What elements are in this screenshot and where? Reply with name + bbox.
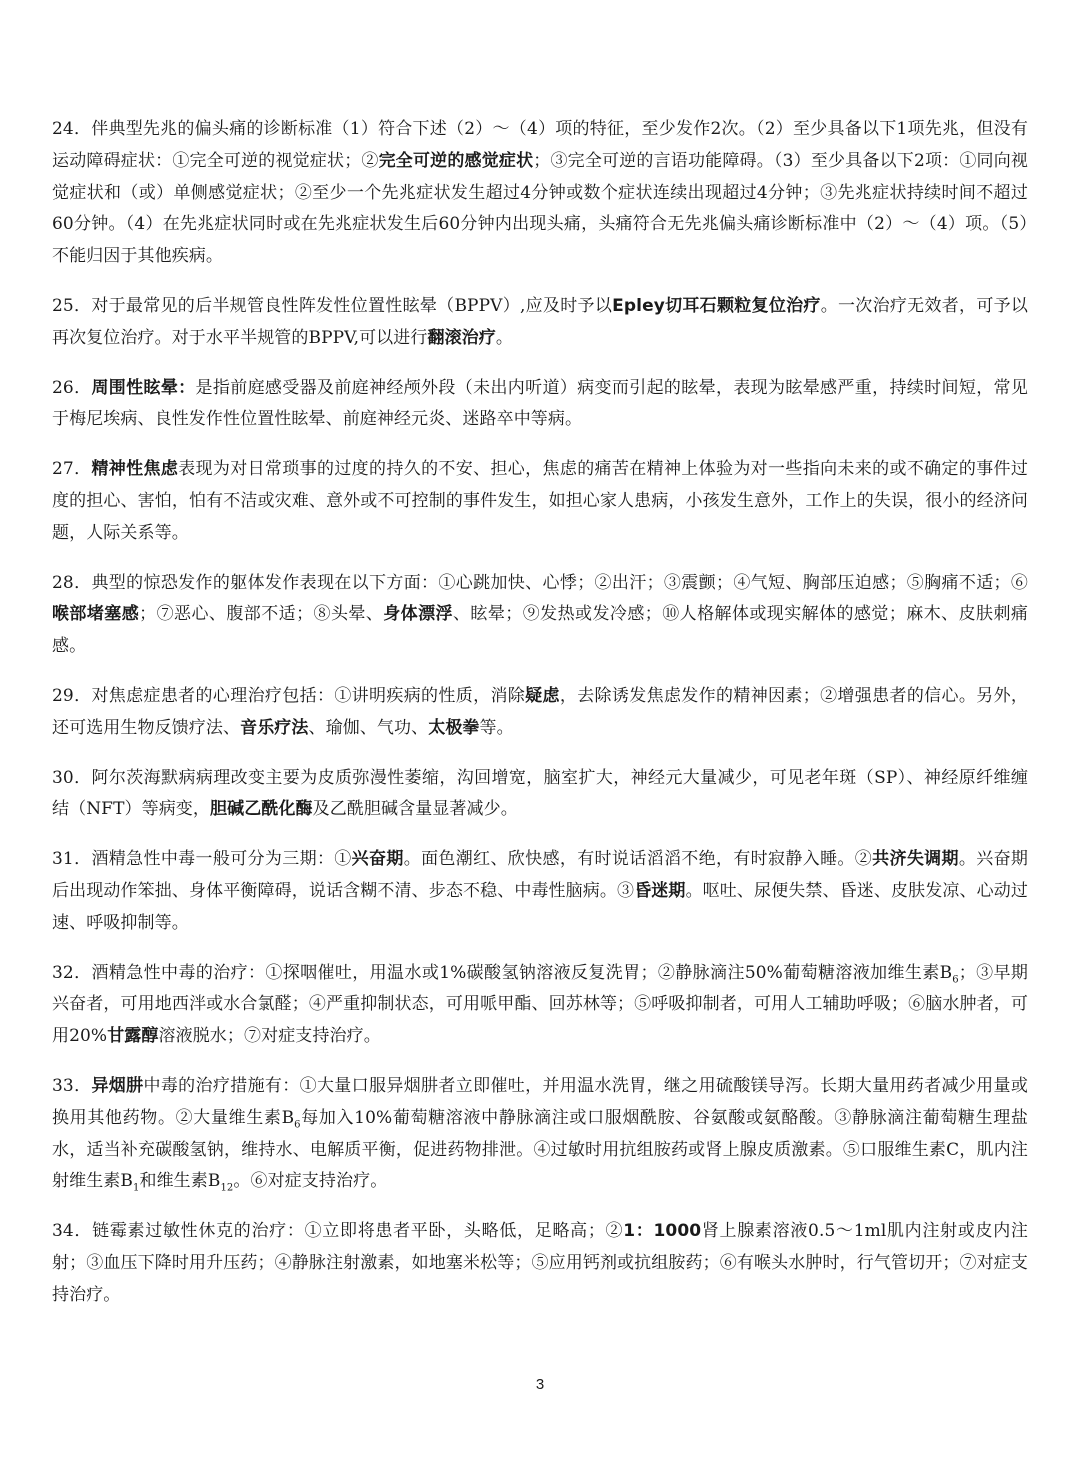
item-text: 及乙酰胆碱含量显著减少。	[312, 799, 518, 820]
item-number: 27．	[52, 459, 92, 480]
item-number: 33．	[52, 1075, 92, 1096]
item-text: 酒精急性中毒的治疗：①探咽催吐，用温水或1%碳酸氢钠溶液反复洗胃；②静脉滴注50%葡萄糖溶液加维生素B	[91, 962, 953, 983]
list-item	[52, 1071, 1028, 1198]
list-item	[52, 763, 1028, 827]
bold-term: 共济失调期	[872, 849, 959, 870]
item-text: ；③完全可逆的言语功能障碍。（3）至少具备以下2项：①同向视觉症状和（或）单侧感觉症状；②至少一个先兆症状发生超过4分钟或数个症状连续出现超过4分钟；③先兆症状持续时间不超过60分钟。（4）在先兆症状同时或在先兆症状发生后60分钟内出现头痛，头痛符合无先兆偏头痛诊断标准中（2）～（4）项。（5）不能归因于其他疾病。	[52, 150, 1028, 267]
list-item	[52, 454, 1028, 549]
item-text: 。	[495, 327, 513, 348]
bold-term: 疑虑	[525, 685, 560, 706]
item-text: 、瑜伽、气功、	[308, 717, 429, 738]
bold-term: 胆碱乙酰化酶	[210, 799, 313, 820]
item-text: ；⑦恶心、腹部不适；⑧头晕、	[139, 604, 384, 625]
item-text: 是指前庭感受器及前庭神经颅外段（未出内听道）病变而引起的眩晕，表现为眩晕感严重，持续时间短，常见于梅尼埃病、良性发作性位置性眩晕、前庭神经元炎、迷路卒中等病。	[52, 377, 1028, 430]
subscript: 6	[952, 973, 959, 985]
bold-term: 异烟肼	[91, 1075, 144, 1096]
bold-term: 周围性眩晕：	[91, 377, 196, 398]
bold-term: 昏迷期	[634, 880, 686, 901]
list-item	[52, 568, 1028, 663]
item-number: 24．	[52, 119, 92, 139]
item-number: 32．	[52, 962, 92, 983]
item-text: 等。	[479, 717, 514, 738]
bold-term: 1：1000	[623, 1221, 702, 1242]
item-text: 溶液脱水；⑦对症支持治疗。	[158, 1026, 381, 1047]
item-text: ，去除诱发焦虑发作的精神因素；②增强患者的信心。另外，还可选用生物反馈疗法、	[52, 685, 1029, 738]
item-text: 表现为对日常琐事的过度的持久的不安、担心，焦虑的痛苦在精神上体验为对一些指向未来的或不确定的事件过度的担心、害怕，怕有不洁或灾难、意外或不可控制的事件发生，如担心家人患病，小孩发生意外，工作上的失误，很小的经济问题，人际关系等。	[52, 459, 1029, 543]
item-text: 阿尔茨海默病病理改变主要为皮质弥漫性萎缩，沟回增宽，脑室扩大，神经元大量减少，可见老年斑（SP）、神经原纤维缠结（NFT）等病变，	[52, 767, 1028, 820]
bold-term: 翻滚治疗	[427, 327, 496, 348]
item-text: 对于最常见的后半规管良性阵发性位置性眩晕（BPPV）,应及时予以	[91, 295, 613, 316]
bold-term: 完全可逆的感觉症状	[378, 150, 534, 171]
item-number: 34．	[52, 1221, 93, 1242]
subscript: 12	[220, 1182, 234, 1194]
item-text: 中毒的治疗措施有：①大量口服异烟肼者立即催吐，并用温水洗胃，继之用硫酸镁导泻。长期大量用药者减少用量或换用其他药物。②大量维生素B	[52, 1075, 1028, 1128]
numbered-item-list	[52, 114, 1028, 1330]
bold-term: 音乐疗法	[240, 717, 309, 738]
bold-term: 精神性焦虑	[91, 459, 179, 480]
item-text: 、眩晕；⑨发热或发冷感；⑩人格解体或现实解体的感觉；麻木、皮肤刺痛感。	[52, 604, 1028, 657]
item-text: 对焦虑症患者的心理治疗包括：①讲明疾病的性质，消除	[91, 685, 526, 706]
list-item	[52, 844, 1028, 939]
list-item	[52, 114, 1028, 273]
bold-term: 身体漂浮	[383, 604, 453, 625]
item-number: 31．	[52, 849, 92, 870]
item-text: 。⑥对症支持治疗。	[233, 1171, 388, 1192]
list-item	[52, 291, 1028, 355]
item-number: 28．	[52, 572, 92, 593]
list-item	[52, 681, 1028, 745]
item-text: 。兴奋期后出现动作笨拙、身体平衡障碍，说话含糊不清、步态不稳、中毒性脑病。③	[52, 849, 1029, 901]
list-item	[52, 958, 1028, 1053]
page-number: 3	[535, 1376, 545, 1393]
item-text: 。面色潮红、欣快感，有时说话滔滔不绝，有时寂静入睡。②	[403, 849, 873, 870]
item-text: 肾上腺素溶液0.5～1ml肌内注射或皮内注射；③血压下降时用升压药；④静脉注射激素，如地塞米松等；⑤应用钙剂或抗组胺药；⑥有喉头水肿时，行气管切开；⑦对症支持治疗。	[52, 1221, 1028, 1305]
subscript: 6	[294, 1119, 301, 1131]
item-text: 典型的惊恐发作的躯体发作表现在以下方面：①心跳加快、心悸；②出汗；③震颤；④气短、胸部压迫感；⑤胸痛不适；⑥	[91, 572, 1028, 593]
item-text: 。一次治疗无效者，可予以再次复位治疗。对于水平半规管的BPPV,可以进行	[52, 295, 1029, 348]
bold-term: Epley切耳石颗粒复位治疗	[612, 295, 821, 316]
item-number: 29．	[52, 685, 92, 706]
item-text: 。呕吐、尿便失禁、昏迷、皮肤发凉、心动过速、呼吸抑制等。	[52, 880, 1028, 933]
item-text: ；③早期兴奋者，可用地西泮或水合氯醛；④严重抑制状态，可用哌甲酯、回苏林等；⑤呼吸抑制者，可用人工辅助呼吸；⑥脑水肿者，可用20%	[52, 962, 1028, 1047]
item-text: 和维生素B	[139, 1171, 221, 1192]
item-text: 链霉素过敏性休克的治疗：①立即将患者平卧，头略低，足略高；②	[92, 1221, 624, 1242]
list-item	[52, 1216, 1028, 1311]
item-number: 25．	[52, 295, 92, 316]
bold-term: 太极拳	[428, 717, 480, 738]
item-text: 每加入10%葡萄糖溶液中静脉滴注或口服烟酰胺、谷氨酸或氨酪酸。③静脉滴注葡萄糖生理盐水，适当补充碳酸氢钠，维持水、电解质平衡，促进药物排泄。④过敏时用抗组胺药或肾上腺皮质激素。⑤口服维生素C，肌内注射维生素B	[52, 1107, 1028, 1192]
item-text: 伴典型先兆的偏头痛的诊断标准（1）符合下述（2）～（4）项的特征，至少发作2次。（2）至少具备以下1项先兆，但没有运动障碍症状：①完全可逆的视觉症状；②	[52, 119, 1029, 171]
item-number: 30．	[52, 767, 92, 788]
bold-term: 甘露醇	[107, 1026, 159, 1047]
bold-term: 兴奋期	[351, 849, 404, 870]
item-number: 26．	[52, 377, 92, 398]
bold-term: 喉部堵塞感	[52, 604, 140, 625]
subscript: 1	[133, 1182, 140, 1194]
list-item	[52, 373, 1028, 437]
item-text: 酒精急性中毒一般可分为三期：①	[91, 849, 352, 870]
